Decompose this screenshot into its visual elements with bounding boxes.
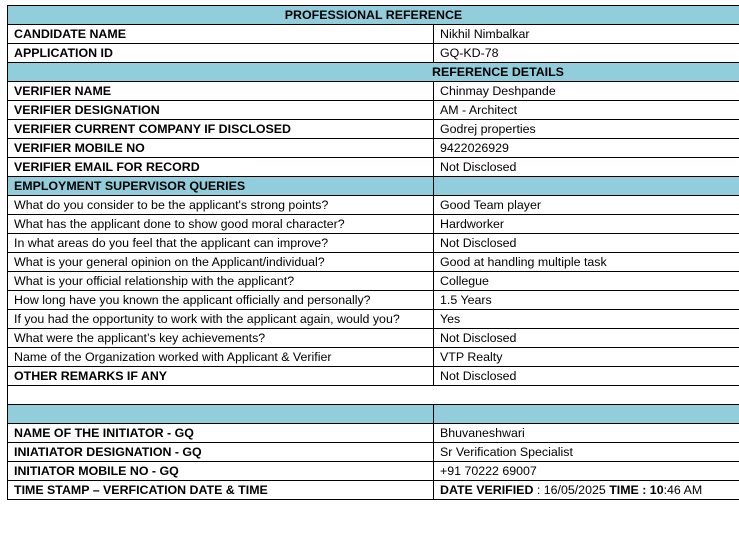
- reference-details-title: REFERENCE DETAILS: [8, 63, 739, 82]
- queries-title: EMPLOYMENT SUPERVISOR QUERIES: [8, 177, 434, 196]
- query-row: [8, 348, 739, 367]
- initiator-label: INITIATOR MOBILE NO - GQ: [8, 462, 434, 481]
- initiator-row: [8, 462, 739, 481]
- timestamp-value: [434, 481, 739, 500]
- verifier-label: VERIFIER DESIGNATION: [8, 101, 434, 120]
- query-row: [8, 291, 739, 310]
- query-question: Name of the Organization worked with Applicant & Verifier: [8, 348, 434, 367]
- query-question: What do you consider to be the applicant's strong points?: [8, 196, 434, 215]
- queries-header-blank: [434, 177, 739, 196]
- initiator-value: +91 70222 69007: [434, 462, 739, 481]
- title-row: [8, 6, 739, 25]
- initiator-row: [8, 443, 739, 462]
- timestamp-label: TIME STAMP – VERFICATION DATE & TIME: [8, 481, 434, 500]
- initiator-value: Bhuvaneshwari: [434, 424, 739, 443]
- verifier-label: VERIFIER MOBILE NO: [8, 139, 434, 158]
- initiator-label: INIATIATOR DESIGNATION - GQ: [8, 443, 434, 462]
- verifier-row: [8, 82, 739, 101]
- verifier-row: [8, 101, 739, 120]
- candidate-name-value: Nikhil Nimbalkar: [434, 25, 739, 44]
- initiator-header-row: [8, 405, 739, 424]
- date-verified-label: DATE VERIFIED: [440, 483, 534, 497]
- query-row: [8, 329, 739, 348]
- date-verified-value: : 16/05/2025: [533, 483, 610, 497]
- query-answer: Not Disclosed: [434, 329, 739, 348]
- initiator-label: NAME OF THE INITIATOR - GQ: [8, 424, 434, 443]
- queries-header-row: [8, 177, 739, 196]
- query-answer: 1.5 Years: [434, 291, 739, 310]
- query-answer: Collegue: [434, 272, 739, 291]
- professional-reference-table: [7, 5, 739, 500]
- query-answer: Good at handling multiple task: [434, 253, 739, 272]
- initiator-row: [8, 424, 739, 443]
- query-answer: Not Disclosed: [434, 234, 739, 253]
- initiator-header-blank: [8, 405, 434, 424]
- query-row: [8, 253, 739, 272]
- verifier-row: [8, 139, 739, 158]
- verifier-value: 9422026929: [434, 139, 739, 158]
- query-question: What is your general opinion on the Applicant/individual?: [8, 253, 434, 272]
- query-answer: Hardworker: [434, 215, 739, 234]
- query-row: [8, 215, 739, 234]
- verifier-label: VERIFIER CURRENT COMPANY IF DISCLOSED: [8, 120, 434, 139]
- application-id-label: APPLICATION ID: [8, 44, 434, 63]
- verifier-value: Chinmay Deshpande: [434, 82, 739, 101]
- query-row: [8, 272, 739, 291]
- query-row: [8, 234, 739, 253]
- initiator-header-blank: [434, 405, 739, 424]
- table-title: PROFESSIONAL REFERENCE: [8, 6, 739, 25]
- query-question: How long have you known the applicant officially and personally?: [8, 291, 434, 310]
- verifier-row: [8, 158, 739, 177]
- query-answer: Good Team player: [434, 196, 739, 215]
- other-remarks-row: [8, 367, 739, 386]
- verifier-label: VERIFIER NAME: [8, 82, 434, 101]
- query-question: If you had the opportunity to work with the applicant again, would you?: [8, 310, 434, 329]
- timestamp-row: [8, 481, 739, 500]
- spacer-row: [8, 386, 739, 405]
- query-question: What has the applicant done to show good moral character?: [8, 215, 434, 234]
- other-remarks-label: OTHER REMARKS IF ANY: [8, 367, 434, 386]
- verifier-value: AM - Architect: [434, 101, 739, 120]
- candidate-name-label: CANDIDATE NAME: [8, 25, 434, 44]
- verifier-value: Godrej properties: [434, 120, 739, 139]
- application-id-value: GQ-KD-78: [434, 44, 739, 63]
- time-value: :46 AM: [663, 483, 703, 497]
- other-remarks-value: Not Disclosed: [434, 367, 739, 386]
- verifier-label: VERIFIER EMAIL FOR RECORD: [8, 158, 434, 177]
- reference-details-row: [8, 63, 739, 82]
- query-row: [8, 196, 739, 215]
- query-answer: VTP Realty: [434, 348, 739, 367]
- verifier-value: Not Disclosed: [434, 158, 739, 177]
- application-id-row: [8, 44, 739, 63]
- query-question: What is your official relationship with the applicant?: [8, 272, 434, 291]
- verifier-row: [8, 120, 739, 139]
- query-question: In what areas do you feel that the applicant can improve?: [8, 234, 434, 253]
- initiator-value: Sr Verification Specialist: [434, 443, 739, 462]
- query-row: [8, 310, 739, 329]
- candidate-name-row: [8, 25, 739, 44]
- query-question: What were the applicant’s key achievements?: [8, 329, 434, 348]
- time-label: TIME : 10: [609, 483, 664, 497]
- spacer-cell: [8, 386, 739, 405]
- query-answer: Yes: [434, 310, 739, 329]
